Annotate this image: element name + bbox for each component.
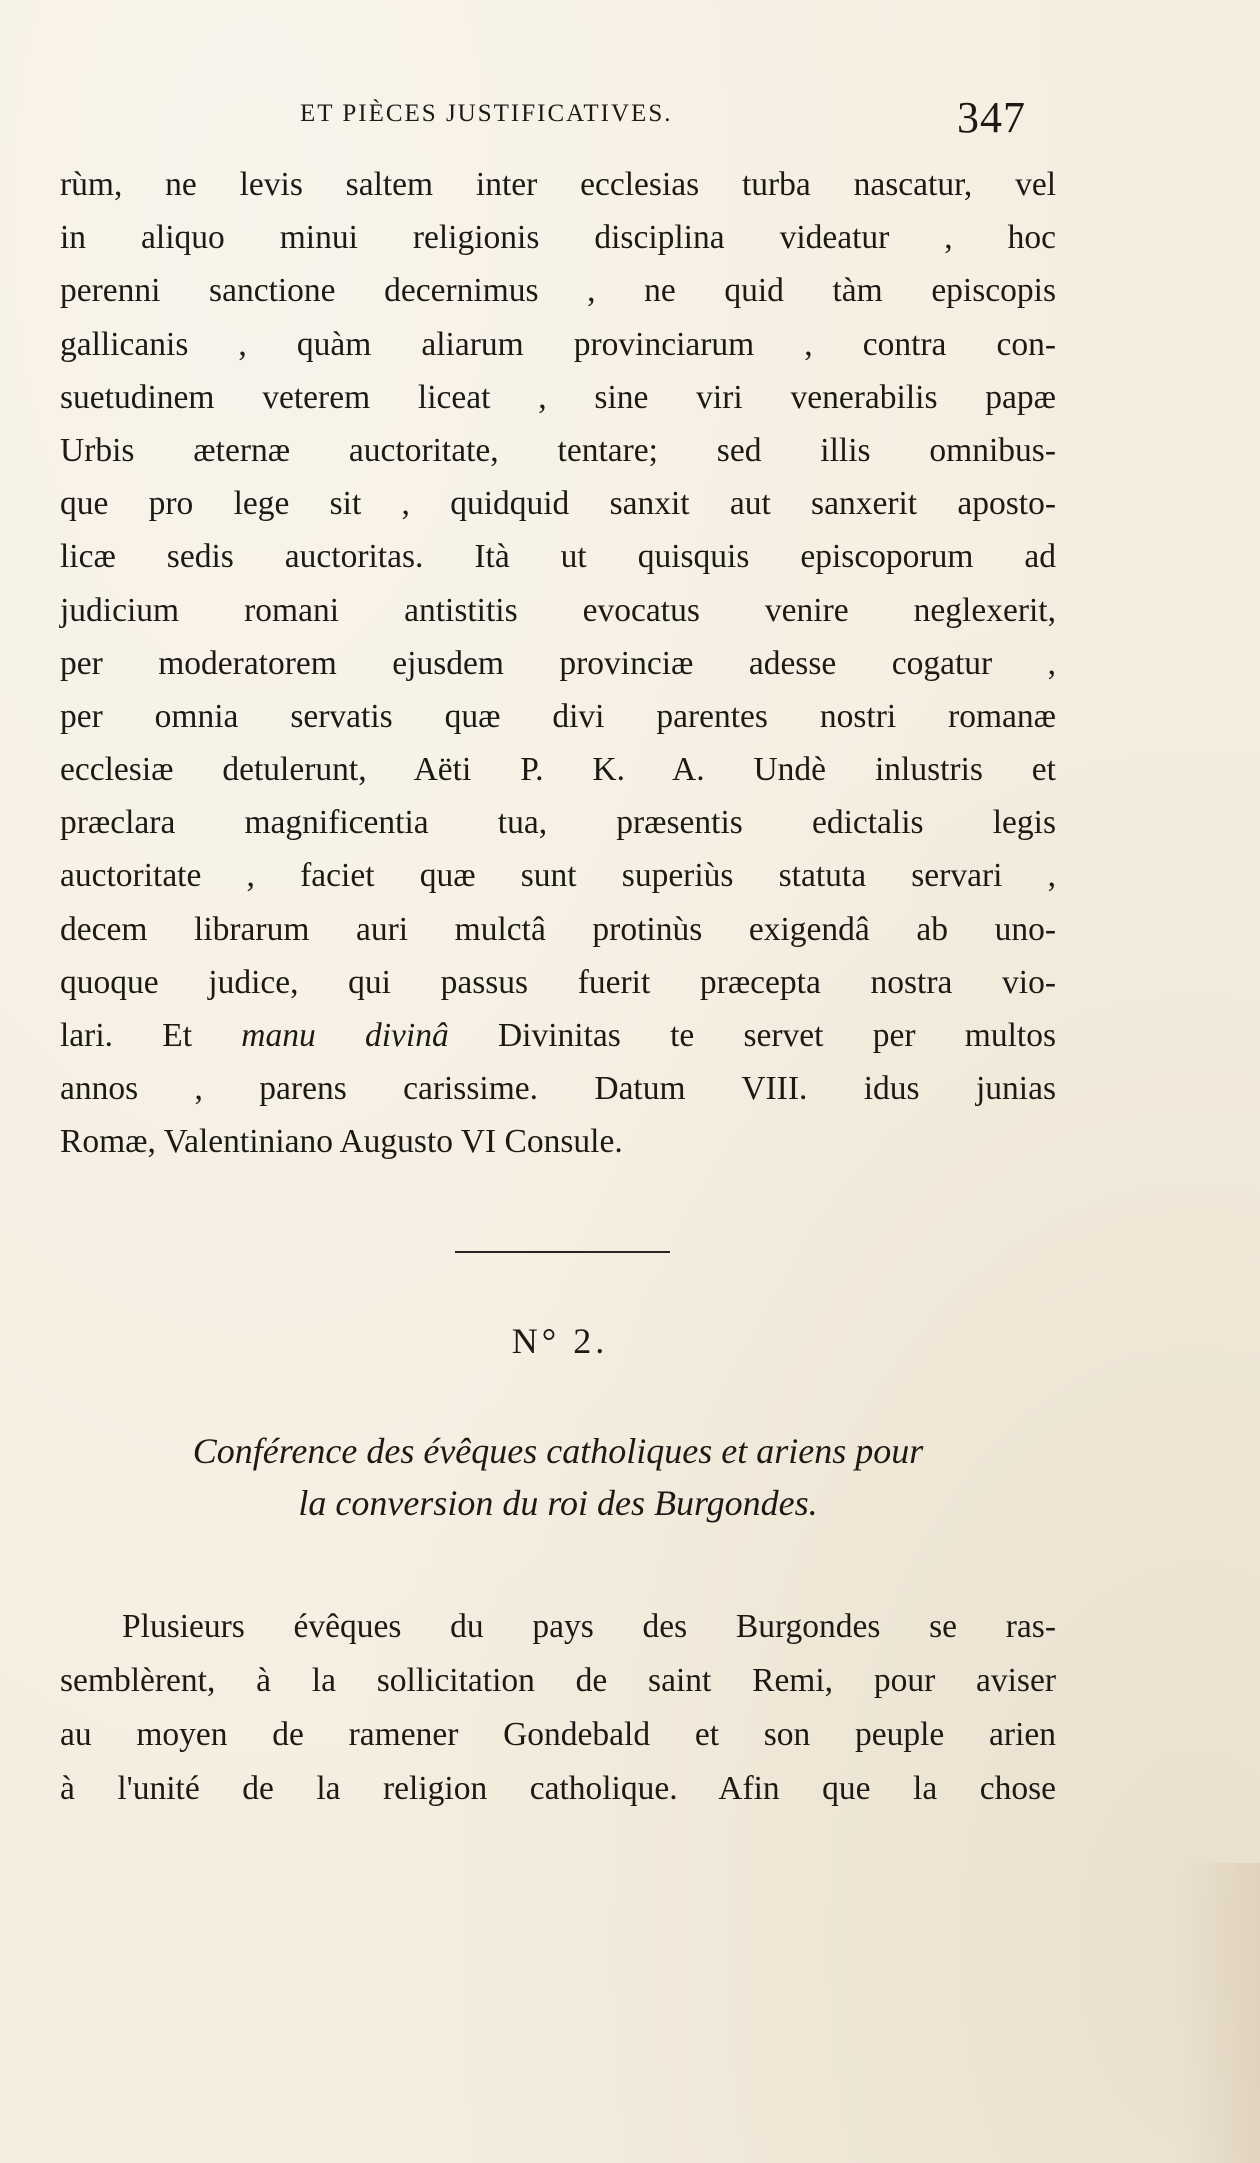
page-number: 347 — [957, 93, 1026, 142]
text-line: per moderatorem ejusdem provinciæ adesse cogatur , — [60, 644, 1056, 682]
section-title — [60, 1425, 1056, 1529]
italic-phrase: manu divinâ — [241, 1017, 449, 1054]
text-line: à l'unité de la religion catholique. Afin que la chose — [60, 1770, 1056, 1807]
section-number: N° 2. — [511, 1321, 609, 1361]
text-line: auctoritate , faciet quæ sunt superiùs statuta servari , — [60, 857, 1056, 895]
text-line: licæ sedis auctoritas. Ità ut quisquis episcoporum ad — [60, 538, 1056, 576]
text-line: in aliquo minui religionis disciplina videatur , hoc — [60, 219, 1056, 257]
text-line: decem librarum auri mulctâ protinùs exigendâ ab uno- — [60, 910, 1056, 948]
text-line: que pro lege sit , quidquid sanxit aut sanxerit aposto- — [60, 485, 1056, 523]
french-paragraph — [60, 1600, 1056, 1816]
text-fragment: lari. Et — [60, 1017, 242, 1054]
text-fragment: Divinitas te servet per multos — [448, 1017, 1056, 1054]
text-line: semblèrent, à la sollicitation de saint Remi, pour aviser — [60, 1662, 1056, 1699]
running-head: ET PIÈCES JUSTIFICATIVES. — [300, 100, 673, 127]
page-edge-shading — [1180, 1863, 1260, 2163]
text-line: Urbis æternæ auctoritate, tentare; sed illis omnibus- — [60, 431, 1056, 469]
text-line: annos , parens carissime. Datum VIII. idus junias — [60, 1070, 1056, 1108]
text-line: au moyen de ramener Gondebald et son peuple arien — [60, 1716, 1056, 1753]
text-line: judicium romani antistitis evocatus venire neglexerit, — [60, 591, 1056, 629]
text-line: Romæ, Valentiniano Augusto VI Consule. — [60, 1123, 623, 1161]
text-line: per omnia servatis quæ divi parentes nostri romanæ — [60, 697, 1056, 735]
text-line: præclara magnificentia tua, præsentis edictalis legis — [60, 804, 1056, 842]
text-line: perenni sanctione decernimus , ne quid tàm episcopis — [60, 272, 1056, 310]
text-line — [60, 1009, 1056, 1062]
text-line: suetudinem veterem liceat , sine viri venerabilis papæ — [60, 378, 1056, 416]
title-line: Conférence des évêques catholiques et ariens pour — [192, 1431, 924, 1471]
text-line: rùm, ne levis saltem inter ecclesias turba nascatur, vel — [60, 166, 1056, 203]
text-line: Plusieurs évêques du pays des Burgondes se ras- — [122, 1608, 1056, 1645]
text-line: quoque judice, qui passus fuerit præcepta nostra vio- — [60, 963, 1056, 1001]
section-divider — [455, 1251, 670, 1253]
title-line: la conversion du roi des Burgondes. — [298, 1483, 818, 1523]
text-line: gallicanis , quàm aliarum provinciarum , contra con- — [60, 325, 1056, 363]
latin-edict-text — [60, 158, 1056, 1169]
text-line: ecclesiæ detulerunt, Aëti P. K. A. Undè inlustris et — [60, 751, 1056, 789]
